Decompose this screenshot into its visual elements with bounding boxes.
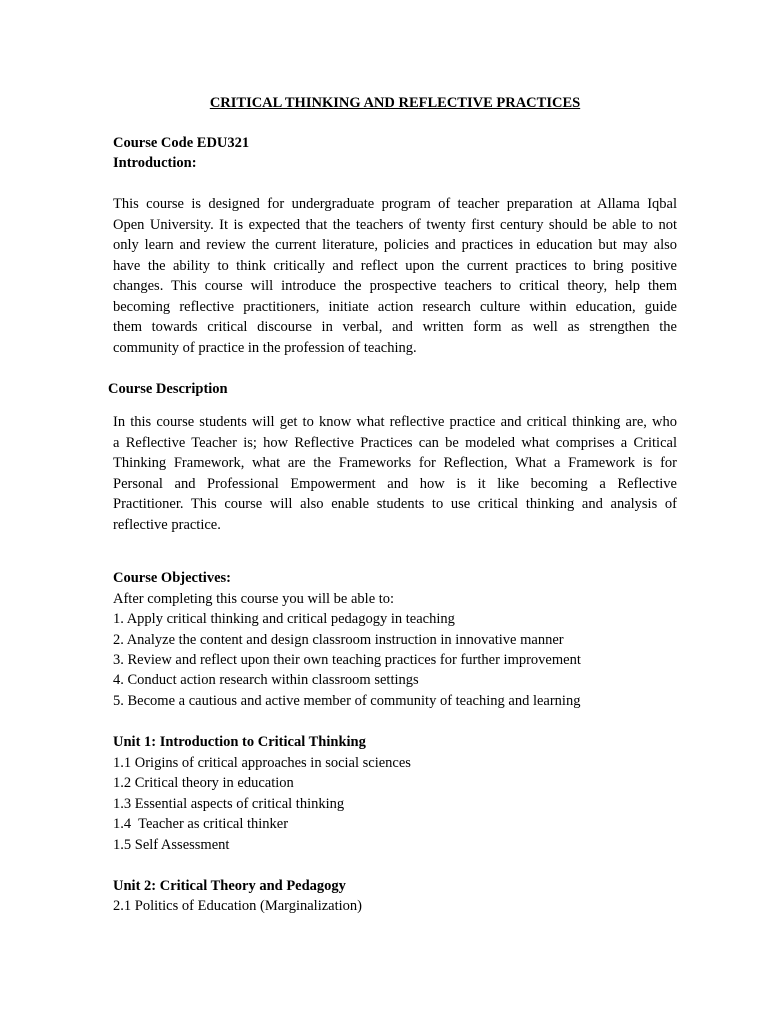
description-line: Thinking Framework, what are the Frameworks for Reflection, What a Framework is for	[113, 455, 677, 471]
objectives-intro: After completing this course you will be able to:	[113, 591, 395, 607]
introduction-line: Open University. It is expected that the teachers of twenty first century should be able to not	[113, 216, 677, 233]
description-paragraph	[113, 412, 677, 535]
unit1-item: 1.2 Critical theory in education	[113, 775, 294, 791]
unit1-item: 1.4 Teacher as critical thinker	[113, 816, 289, 832]
unit1-item: 1.1 Origins of critical approaches in social sciences	[113, 755, 411, 771]
description-line: a Reflective Teacher is; how Reflective Practices can be modeled what comprises a Critical	[113, 434, 677, 451]
objective-item: 3. Review and reflect upon their own teaching practices for further improvement	[113, 652, 581, 668]
description-line: Personal and Professional Empowerment and how is it like becoming a Reflective	[113, 475, 677, 492]
description-line: reflective practice.	[113, 516, 221, 533]
objective-item: 5. Become a cautious and active member of community of teaching and learning	[113, 693, 581, 709]
objective-item: 1. Apply critical thinking and critical pedagogy in teaching	[113, 611, 455, 627]
introduction-line: This course is designed for undergraduate program of teacher preparation at Allama Iqbal	[113, 196, 677, 212]
description-heading: Course Description	[108, 381, 228, 397]
introduction-line: them towards critical discourse in verbal, and written form as well as strengthen the	[113, 319, 677, 335]
unit1-item: 1.5 Self Assessment	[113, 837, 230, 853]
description-line: Practitioner. This course will also enable students to use critical thinking and analysis of	[113, 496, 677, 512]
objective-item: 2. Analyze the content and design classroom instruction in innovative manner	[113, 632, 564, 648]
course-code: Course Code EDU321	[113, 135, 250, 151]
unit1-item: 1.3 Essential aspects of critical thinking	[113, 796, 345, 812]
description-line: In this course students will get to know what reflective practice and critical thinking are, who	[113, 414, 677, 430]
document-title: CRITICAL THINKING AND REFLECTIVE PRACTICES	[209, 95, 581, 111]
unit2-heading: Unit 2: Critical Theory and Pedagogy	[113, 878, 346, 894]
unit2-item: 2.1 Politics of Education (Marginalization)	[113, 898, 362, 914]
introduction-line: community of practice in the profession of teaching.	[113, 339, 417, 356]
objectives-heading: Course Objectives:	[113, 570, 231, 586]
objective-item: 4. Conduct action research within classroom settings	[113, 672, 419, 688]
introduction-line: only learn and review the current literature, policies and practices in education but may also	[113, 237, 677, 253]
unit1-heading: Unit 1: Introduction to Critical Thinking	[113, 734, 366, 750]
introduction-line: becoming reflective practitioners, initiate action research culture within education, guide	[113, 298, 677, 315]
introduction-line: have the ability to think critically and reflect upon the current practices to bring positive	[113, 257, 677, 274]
introduction-paragraph	[113, 194, 677, 358]
introduction-heading: Introduction:	[113, 155, 197, 171]
introduction-line: changes. This course will introduce the prospective teachers to critical theory, help them	[113, 278, 677, 294]
